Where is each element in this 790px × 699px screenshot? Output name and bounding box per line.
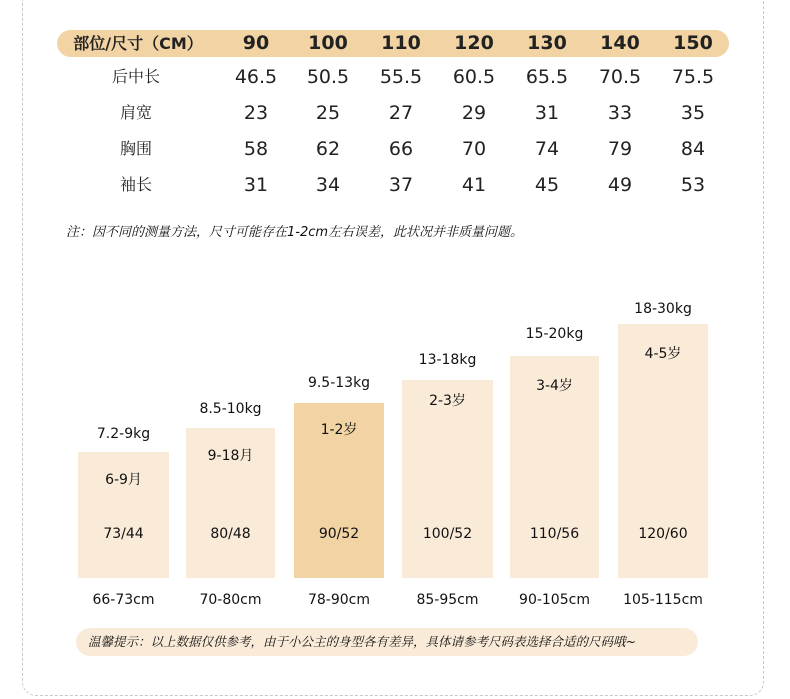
row-label: 后中长 <box>111 67 160 86</box>
weight-label: 18-30kg <box>634 301 692 317</box>
table-cell: 65.5 <box>525 66 569 88</box>
table-cell: 31 <box>243 174 269 196</box>
height-label: 90-105cm <box>519 592 590 608</box>
size-bar <box>78 452 169 578</box>
table-cell: 60.5 <box>452 66 496 88</box>
weight-label: 13-18kg <box>418 352 477 368</box>
header-size: 120 <box>454 32 494 54</box>
table-cell: 35 <box>680 102 706 124</box>
table-cell: 33 <box>607 102 633 124</box>
table-cell: 55.5 <box>379 66 423 88</box>
height-label: 66-73cm <box>92 592 155 608</box>
table-cell: 45 <box>534 174 560 196</box>
header-size: 90 <box>242 32 270 54</box>
table-cell: 34 <box>315 174 341 196</box>
table-cell: 70.5 <box>598 66 642 88</box>
table-cell: 70 <box>461 138 487 160</box>
size-bar <box>402 380 493 578</box>
table-cell: 75.5 <box>671 66 715 88</box>
header-size: 150 <box>673 32 713 54</box>
table-cell: 58 <box>243 138 269 160</box>
age-label: 9-18月 <box>207 448 254 464</box>
weight-label: 7.2-9kg <box>96 426 151 442</box>
height-label: 78-90cm <box>307 592 370 608</box>
size-bar <box>510 356 599 578</box>
size-group-80 <box>186 396 275 608</box>
table-cell: 23 <box>243 102 269 124</box>
table-cell: 84 <box>680 138 706 160</box>
table-cell: 29 <box>461 102 487 124</box>
age-label: 3-4岁 <box>536 378 573 394</box>
table-cell: 74 <box>534 138 560 160</box>
header-size: 130 <box>527 32 567 54</box>
size-label: 80/48 <box>210 526 251 542</box>
header-size: 110 <box>381 32 421 54</box>
row-label: 胸围 <box>119 139 152 158</box>
size-bar <box>618 324 708 578</box>
table-cell: 79 <box>607 138 633 160</box>
table-cell: 37 <box>388 174 414 196</box>
size-label: 90/52 <box>318 526 360 542</box>
table-cell: 62 <box>315 138 341 160</box>
header-label: 部位/尺寸（CM） <box>73 34 203 53</box>
measurement-note: 注：因不同的测量方法，尺寸可能存在1-2cm左右误差，此状况并非质量问题。 <box>66 225 524 240</box>
size-label: 120/60 <box>638 526 688 542</box>
weight-label: 9.5-13kg <box>307 375 371 391</box>
size-label: 100/52 <box>422 526 473 542</box>
header-size: 100 <box>308 32 348 54</box>
row-label: 肩宽 <box>119 103 152 122</box>
table-cell: 27 <box>388 102 414 124</box>
size-group-100 <box>402 348 493 608</box>
table-cell: 53 <box>680 174 706 196</box>
age-label: 2-3岁 <box>429 393 466 409</box>
header-size: 140 <box>600 32 640 54</box>
size-bar <box>186 428 275 578</box>
table-cell: 46.5 <box>234 66 278 88</box>
table-cell: 50.5 <box>306 66 350 88</box>
size-group-73 <box>78 420 169 608</box>
size-bar-active <box>294 403 384 578</box>
age-label: 4-5岁 <box>644 346 682 362</box>
height-label: 70-80cm <box>199 592 262 608</box>
weight-label: 15-20kg <box>525 326 584 342</box>
size-group-90 <box>294 370 384 608</box>
table-cell: 31 <box>534 102 560 124</box>
table-cell: 41 <box>461 174 487 196</box>
warm-tip: 温馨提示：以上数据仅供参考，由于小公主的身型各有差异，具体请参考尺码表选择合适的尺码哦~ <box>76 628 698 656</box>
age-label: 1-2岁 <box>320 422 358 438</box>
table-cell: 49 <box>607 174 633 196</box>
height-label: 85-95cm <box>416 592 479 608</box>
row-label: 袖长 <box>119 175 152 194</box>
size-group-120 <box>618 298 708 608</box>
age-label: 6-9月 <box>105 472 142 488</box>
size-label: 73/44 <box>103 526 144 542</box>
weight-label: 8.5-10kg <box>199 401 262 417</box>
size-label: 110/56 <box>529 526 580 542</box>
size-group-110 <box>510 322 599 608</box>
height-label: 105-115cm <box>623 592 703 608</box>
table-cell: 66 <box>388 138 414 160</box>
table-cell: 25 <box>315 102 341 124</box>
